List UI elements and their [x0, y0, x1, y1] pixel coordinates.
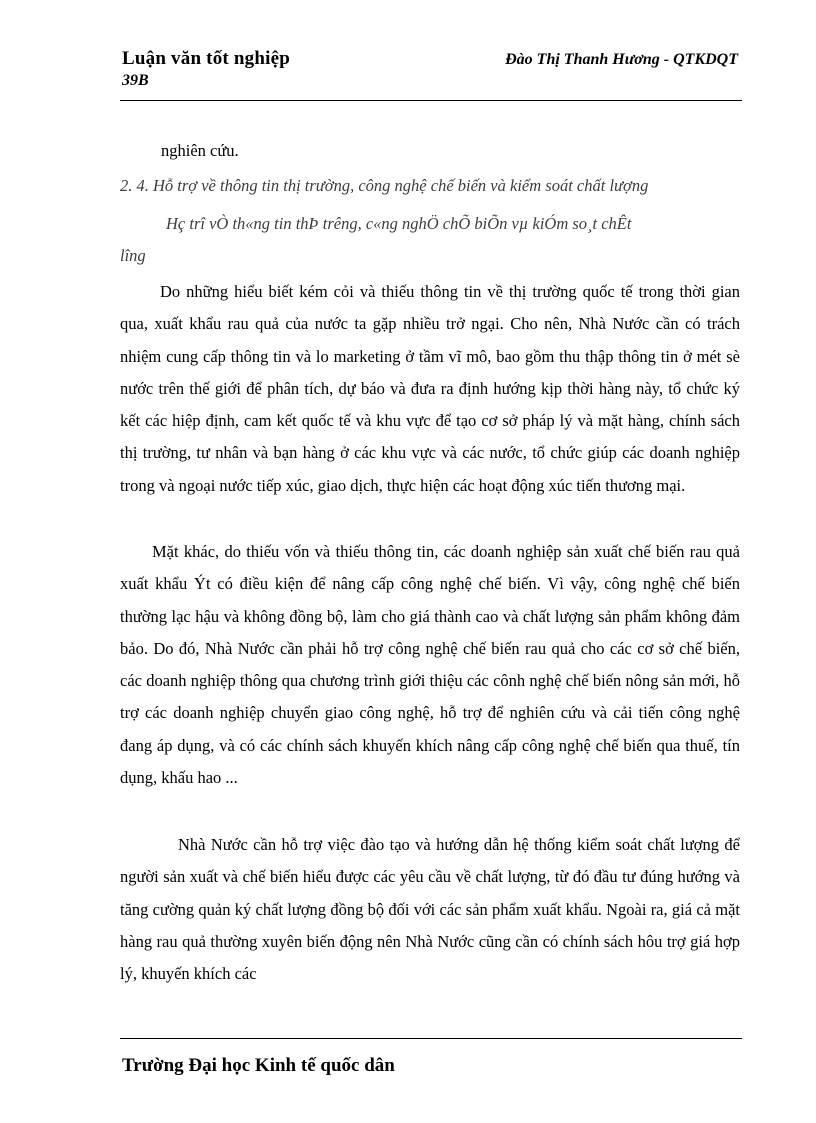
garbled-heading-line-2: lîng [120, 246, 146, 265]
paragraph-3: Nhà Nước cần hỗ trợ việc đào tạo và hướng dẫn hệ thống kiểm soát chất lượng để người sản xuất và chế biến hiểu được các yêu cầu về chất lượng, từ đó đầu tư đúng hướng và tăng cường quản ký chất lượng đồng bộ đối với các sản phẩm xuất khẩu. Ngoài ra, giá cả mặt hàng rau quả thường xuyên biến động nên Nhà Nước cũng cần có chính sách hôu trợ giá hợp lý, khuyến khích các [120, 835, 740, 984]
university-name: Trường Đại học Kinh tế quốc dân [122, 1055, 395, 1076]
class-code: 39B [122, 72, 149, 89]
paragraph-1: Do những hiểu biết kém cỏi và thiếu thông tin về thị trường quốc tế trong thời gian qua, xuất khẩu rau quả của nước ta gặp nhiều trở ngại. Cho nên, Nhà Nước cần có trách nhiệm cung cấp thông tin và lo marketing ở tầm vĩ mô, bao gồm thu thập thông tin ở mét sè nước trên thế giới để phân tích, dự báo và đưa ra định hướng kịp thời hàng này, tổ chức ký kết các hiệp định, cam kết quốc tế và khu vực để tạo cơ sở pháp lý và mặt hàng, chính sách thị trường, tư nhân và bạn hàng ở các khu vực và các nước, tổ chức giúp các doanh nghiệp trong và ngoại nước tiếp xúc, giao dịch, thực hiện các hoạt động xúc tiến thương mại. [120, 282, 740, 495]
paragraph-2: Mặt khác, do thiếu vốn và thiếu thông tin, các doanh nghiệp sản xuất chế biến rau quả xuất khẩu Ýt có điều kiện để nâng cấp công nghệ chế biến. Vì vậy, công nghệ chế biến thường lạc hậu và không đồng bộ, làm cho giá thành cao và chất lượng sản phẩm không đảm bảo. Do đó, Nhà Nước cần phải hỗ trợ công nghệ chế biến rau quả cho các cơ sở chế biến, các doanh nghiệp thông qua chương trình giới thiệu các cônh nghệ chế biến nông sản mới, hỗ trợ các doanh nghiệp chuyển giao công nghệ, hỗ trợ để nghiên cứu và cải tiến công nghệ đang áp dụng, và có các chính sách khuyến khích nâng cấp công nghệ chế biến qua thuế, tín dụng, khấu hao ... [120, 542, 740, 788]
page-header [120, 48, 742, 101]
thesis-title: Luận văn tốt nghiệp [122, 48, 290, 69]
continued-line: nghiên cứu. [161, 141, 239, 160]
garbled-heading [120, 208, 740, 272]
garbled-heading-line-1: Hç trî vÒ th«ng tin thÞ trêng, c«ng nghÖ chÕ biÕn vµ kiÓm so¸t chÊt [166, 214, 632, 233]
author-name: Đào Thị Thanh Hương - QTKDQT [505, 51, 738, 68]
page-footer [120, 1038, 742, 1076]
section-heading: 2. 4. Hỗ trợ về thông tin thị trường, công nghệ chế biến và kiểm soát chất lượng [120, 176, 649, 195]
